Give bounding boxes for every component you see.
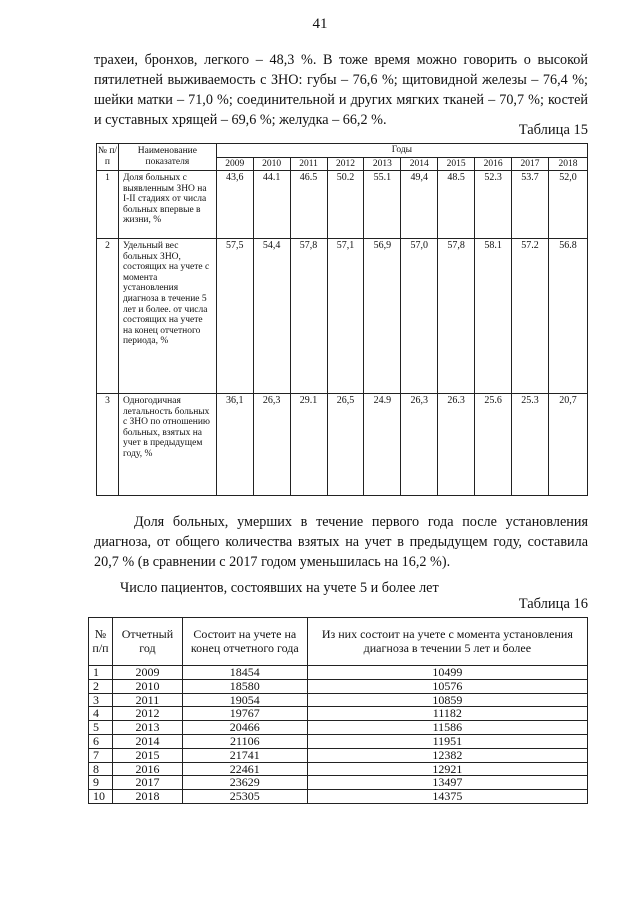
t15-year: 2012 (327, 158, 364, 171)
t16-header-num: № п/п (89, 618, 113, 666)
t15-year: 2009 (216, 158, 253, 171)
table-row (89, 721, 588, 735)
t15-cell: 57,8 (438, 239, 475, 394)
t15-cell: 53.7 (512, 171, 549, 239)
t15-cell: 57,0 (401, 239, 438, 394)
t16-num: 9 (89, 776, 113, 790)
t16-registered: 19767 (182, 707, 307, 721)
t16-year: 2010 (112, 679, 182, 693)
t15-cell: 44.1 (253, 171, 290, 239)
t15-cell: 25.6 (475, 394, 512, 496)
t16-year: 2018 (112, 790, 182, 804)
t16-5years: 11586 (307, 721, 587, 735)
t15-cell: 26,5 (327, 394, 364, 496)
t15-cell: 57,1 (327, 239, 364, 394)
table-row (97, 171, 588, 239)
t16-year: 2017 (112, 776, 182, 790)
t15-cell: 57.2 (512, 239, 549, 394)
t15-row-label: Доля больных с выявленным ЗНО на I-II стадиях от числа больных впервые в жизни, % (118, 171, 216, 239)
t16-header-registered: Состоит на учете на конец отчетного года (182, 618, 307, 666)
page-number: 41 (312, 16, 328, 32)
t16-5years: 13497 (307, 776, 587, 790)
table-row (89, 776, 588, 790)
t15-cell: 58.1 (475, 239, 512, 394)
t15-cell: 46.5 (290, 171, 327, 239)
t15-cell: 29.1 (290, 394, 327, 496)
t15-cell: 25.3 (512, 394, 549, 496)
t15-cell: 49,4 (401, 171, 438, 239)
t16-num: 6 (89, 734, 113, 748)
t16-5years: 14375 (307, 790, 587, 804)
t15-cell: 52.3 (475, 171, 512, 239)
t16-registered: 19054 (182, 693, 307, 707)
t15-year: 2014 (401, 158, 438, 171)
t16-header-year: Отчетный год (112, 618, 182, 666)
t15-cell: 55.1 (364, 171, 401, 239)
t16-registered: 21741 (182, 748, 307, 762)
t15-cell: 26.3 (438, 394, 475, 496)
table-row (89, 762, 588, 776)
table16-title: Число пациентов, состоявших на учете 5 и более лет (120, 580, 439, 596)
t15-cell: 57,8 (290, 239, 327, 394)
t16-registered: 22461 (182, 762, 307, 776)
t16-year: 2013 (112, 721, 182, 735)
t15-year: 2011 (290, 158, 327, 171)
t15-header-num: № п/п (97, 144, 119, 171)
t16-year: 2011 (112, 693, 182, 707)
table16-caption: Таблица 16 (518, 596, 588, 612)
t15-cell: 24.9 (364, 394, 401, 496)
t16-num: 7 (89, 748, 113, 762)
t15-year: 2018 (548, 158, 587, 171)
t15-row-num: 2 (97, 239, 119, 394)
t16-num: 4 (89, 707, 113, 721)
table-row (97, 394, 588, 496)
t15-cell: 52,0 (548, 171, 587, 239)
table-row (97, 239, 588, 394)
t16-registered: 21106 (182, 734, 307, 748)
t16-num: 1 (89, 666, 113, 680)
table-row (89, 790, 588, 804)
table-15 (96, 143, 588, 496)
t15-cell: 48.5 (438, 171, 475, 239)
t16-5years: 12921 (307, 762, 587, 776)
t16-5years: 11182 (307, 707, 587, 721)
t16-registered: 20466 (182, 721, 307, 735)
table-row (89, 679, 588, 693)
t16-num: 8 (89, 762, 113, 776)
t16-year: 2009 (112, 666, 182, 680)
t15-cell: 20,7 (548, 394, 587, 496)
t15-cell: 54,4 (253, 239, 290, 394)
table-16 (88, 617, 588, 804)
t16-5years: 10576 (307, 679, 587, 693)
t15-cell: 56,9 (364, 239, 401, 394)
t15-year: 2017 (512, 158, 549, 171)
t15-year: 2013 (364, 158, 401, 171)
t15-cell: 26,3 (401, 394, 438, 496)
t15-cell: 26,3 (253, 394, 290, 496)
t15-cell: 43,6 (216, 171, 253, 239)
table-row (89, 693, 588, 707)
t15-cell: 56.8 (548, 239, 587, 394)
t16-num: 2 (89, 679, 113, 693)
t16-5years: 10859 (307, 693, 587, 707)
t16-5years: 10499 (307, 666, 587, 680)
t15-year: 2016 (475, 158, 512, 171)
t15-row-num: 3 (97, 394, 119, 496)
t16-header-5years: Из них состоит на учете с момента установления диагноза в течении 5 лет и более (307, 618, 587, 666)
t16-year: 2012 (112, 707, 182, 721)
table-row (89, 707, 588, 721)
table-row (89, 666, 588, 680)
t16-registered: 18580 (182, 679, 307, 693)
t16-5years: 11951 (307, 734, 587, 748)
table-row (89, 734, 588, 748)
t16-registered: 25305 (182, 790, 307, 804)
t16-registered: 23629 (182, 776, 307, 790)
t16-num: 5 (89, 721, 113, 735)
middle-paragraph (94, 512, 588, 572)
t15-row-label: Одногодичная летальность больных с ЗНО по отношению больных, взятых на учет в предыдущем году, % (118, 394, 216, 496)
t15-cell: 36,1 (216, 394, 253, 496)
t16-year: 2016 (112, 762, 182, 776)
t15-year: 2015 (438, 158, 475, 171)
table15-caption: Таблица 15 (518, 122, 588, 138)
t16-year: 2015 (112, 748, 182, 762)
intro-paragraph: трахеи, бронхов, легкого – 48,3 %. В тоже время можно говорить о высокой пятилетней выживаемость с ЗНО: губы – 76,6 %; щитовидной железы – 76,4 %; шейки матки – 71,0 %; соединительной и других мягких тканей – 70,7 %; костей и суставных хрящей – 69,6 %; желудка – 66,2 %. (94, 52, 588, 128)
t15-row-num: 1 (97, 171, 119, 239)
t15-cell: 57,5 (216, 239, 253, 394)
t15-cell: 50.2 (327, 171, 364, 239)
t15-year: 2010 (253, 158, 290, 171)
t16-num: 3 (89, 693, 113, 707)
t16-registered: 18454 (182, 666, 307, 680)
table-row (89, 748, 588, 762)
middle-paragraph-text: Доля больных, умерших в течение первого года после установления диагноза, от общего количества взятых на учет в предыдущем году, составила 20,7 % (в сравнении с 2017 годом уменьшилась на 16,2 %). (94, 514, 588, 570)
t16-num: 10 (89, 790, 113, 804)
t16-5years: 12382 (307, 748, 587, 762)
t15-row-label: Удельный вес больных ЗНО, состоящих на учете с момента установления диагноза в течение 5 лет и более. от числа состоящих на учете на конец отчетного периода, % (118, 239, 216, 394)
t15-header-name: Наименование показателя (118, 144, 216, 171)
t16-year: 2014 (112, 734, 182, 748)
t15-header-years: Годы (216, 144, 587, 158)
